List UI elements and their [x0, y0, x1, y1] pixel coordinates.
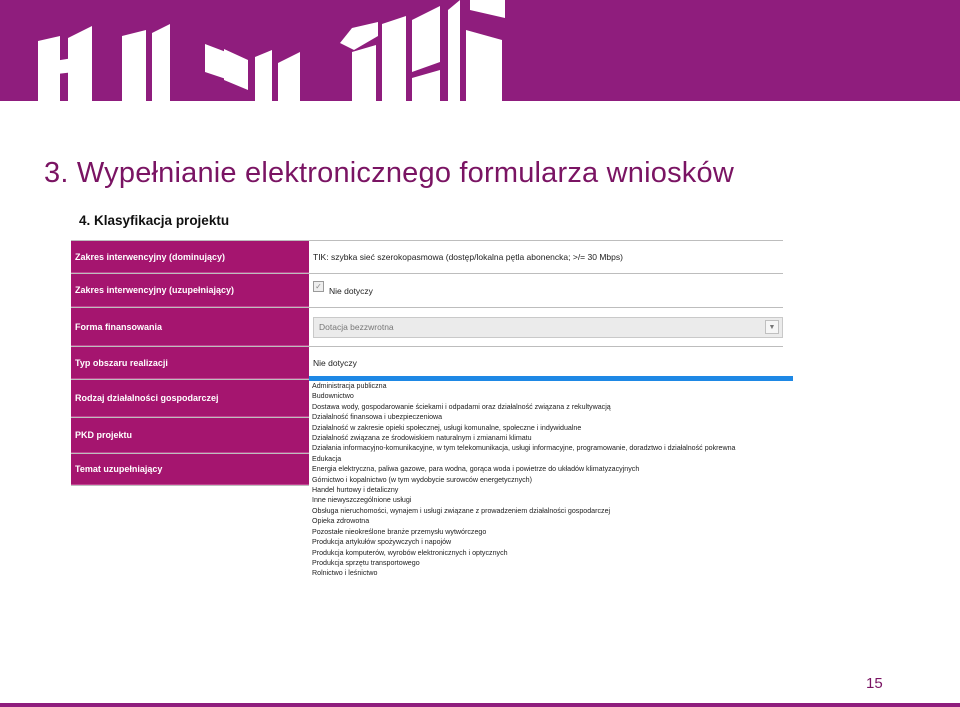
dropdown-option[interactable]: Rolnictwo i leśnictwo: [312, 569, 378, 578]
dropdown-option[interactable]: Budownictwo: [312, 392, 354, 401]
form-row-area-type: [71, 346, 783, 379]
dropdown-options: [309, 381, 793, 579]
header-banner: [0, 0, 960, 101]
field-label: Zakres interwencyjny (dominujący): [71, 241, 309, 273]
checkbox-label: Nie dotyczy: [329, 285, 373, 296]
form-row-dominant-intervention: [71, 240, 783, 273]
dropdown-option[interactable]: Produkcja komputerów, wyrobów elektronicznych i optycznych: [312, 548, 508, 557]
dropdown-option[interactable]: Działalność w zakresie opieki społecznej, usługi komunalne, społeczne i indywidualne: [312, 423, 582, 432]
field-label: Rodzaj działalności gospodarczej: [71, 380, 309, 417]
page-number: 15: [866, 675, 883, 692]
dropdown-option[interactable]: Energia elektryczna, paliwa gazowe, para wodna, gorąca woda i powietrze do układów klimatyzacyjnych: [312, 465, 640, 474]
dropdown-option[interactable]: Produkcja sprzętu transportowego: [312, 558, 420, 567]
checkmark-icon: ✓: [315, 282, 322, 291]
logo-shapes-icon: [0, 0, 960, 101]
dropdown-option[interactable]: Działania informacyjno-komunikacyjne, w tym telekomunikacja, usługi informacyjne, programowanie, doradztwo i działalność pokrewna: [312, 444, 736, 453]
form-row-supplementary-intervention: [71, 273, 783, 307]
dropdown-option[interactable]: Górnictwo i kopalnictwo (w tym wydobycie surowców energetycznych): [312, 475, 532, 484]
field-label: Forma finansowania: [71, 308, 309, 346]
dropdown-option[interactable]: Handel hurtowy i detaliczny: [312, 486, 399, 495]
area-type-dropdown-list[interactable]: [309, 376, 793, 578]
footer-line: [0, 703, 960, 707]
dropdown-option[interactable]: Administracja publiczna: [312, 382, 387, 390]
form-row-financing-form: [71, 307, 783, 346]
field-label: Zakres interwencyjny (uzupełniający): [71, 274, 309, 307]
dropdown-option[interactable]: Pozostałe nieokreślone branże przemysłu wytwórczego: [312, 527, 487, 536]
chevron-down-icon[interactable]: ▼: [765, 320, 779, 334]
dropdown-option[interactable]: Opieka zdrowotna: [312, 517, 370, 526]
dropdown-option[interactable]: Działalność finansowa i ubezpieczeniowa: [312, 413, 443, 422]
field-label: Temat uzupełniający: [71, 454, 309, 485]
slide-title: 3. Wypełnianie elektronicznego formularza wniosków: [44, 157, 734, 189]
dropdown-option[interactable]: Obsługa nieruchomości, wynajem i usługi związane z prowadzeniem działalności gospodarczej: [312, 506, 611, 515]
field-label: Typ obszaru realizacji: [71, 347, 309, 379]
dominant-intervention-value[interactable]: TIK: szybka sieć szerokopasmowa (dostęp/lokalna pętla abonencka; >/= 30 Mbps): [309, 241, 783, 273]
financing-form-select[interactable]: [313, 317, 783, 338]
select-value: Dotacja bezzwrotna: [319, 322, 394, 332]
dropdown-option[interactable]: Dostawa wody, gospodarowanie ściekami i odpadami oraz działalność związana z rekultywacją: [312, 402, 611, 411]
dropdown-option[interactable]: Inne niewyszczególnione usługi: [312, 496, 412, 505]
dropdown-option[interactable]: Edukacja: [312, 454, 342, 463]
section-subtitle: 4. Klasyfikacja projektu: [79, 213, 230, 228]
dropdown-option[interactable]: Działalność związana ze środowiskiem naturalnym i zmianami klimatu: [312, 434, 532, 443]
field-label: PKD projektu: [71, 418, 309, 453]
not-applicable-checkbox[interactable]: [313, 281, 324, 292]
dropdown-option[interactable]: Produkcja artykułów spożywczych i napojów: [312, 538, 452, 547]
area-type-select[interactable]: Nie dotyczy: [309, 347, 783, 379]
